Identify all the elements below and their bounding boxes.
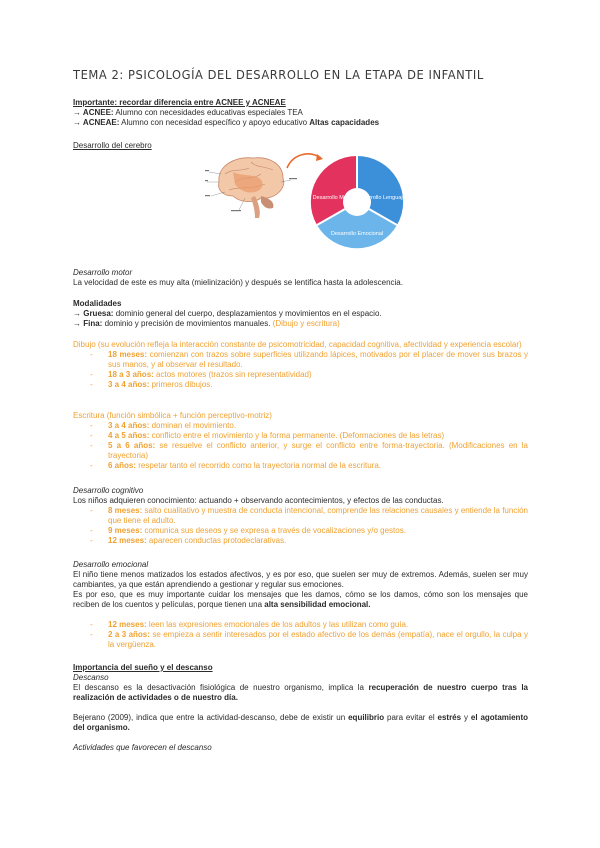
dibujo-intro: Dibujo (su evolución refleja la interacción constante de psicomotricidad, capacidad cognitiva, afectividad y experiencia escolar) <box>73 340 522 349</box>
list-item: - 4 a 5 años: conflicto entre el movimiento y la forma permanente. (Deformaciones de las letras) <box>108 431 528 441</box>
cognitivo-list <box>73 506 528 546</box>
brain-heading-block <box>73 141 528 151</box>
emocional-list <box>73 620 528 650</box>
page-title: TEMA 2: PSICOLOGÍA DEL DESARROLLO EN LA ETAPA DE INFANTIL <box>73 67 484 82</box>
list-item: - 12 meses: aparecen conductas protodeclarativas. <box>108 536 528 546</box>
list-item: - 2 a 3 años: se empieza a sentir interesados por el estado afectivo de los demás (empatía), nace el orgullo, la culpa y la vergüenza. <box>108 630 528 650</box>
label-motor: Desarrollo Motor <box>312 195 354 201</box>
descanso-heading: Descanso <box>73 673 109 682</box>
fina-line: → Fina: dominio y precisión de movimientos manuales. (Dibujo y escritura) <box>73 319 340 328</box>
descanso-p1: El descanso es la desactivación fisiológica de nuestro organismo, implica la recuperación de nuestro cuerpo tras la realización de actividades o de nuestro día. <box>73 683 528 702</box>
modalidades-block <box>73 299 528 329</box>
list-item: - 5 a 6 años: se resuelve el conflicto anterior, y surge el conflicto entre forma-trayectoria. (Modificaciones en la trayectoria) <box>108 441 528 461</box>
emocional-block <box>73 560 528 610</box>
list-item: - 3 a 4 años: dominan el movimiento. <box>108 421 528 431</box>
acneae-line: → ACNEAE: Alumno con necesidad específico y apoyo educativo Altas capacidades <box>73 118 380 127</box>
acnee-line: → ACNEE: Alumno con necesidades educativas especiales TEA <box>73 108 303 117</box>
cognitivo-text: Los niños adquieren conocimiento: actuando + observando acontecimientos, y efectos de las conductas. <box>73 496 444 505</box>
descanso-p2: Bejerano (2009), indica que entre la actividad-descanso, debe de existir un equilibrio para evitar el estrés y el agotamiento del organismo. <box>73 713 528 732</box>
list-item: - 9 meses: comunica sus deseos y se expresa a través de vocalizaciones y/o gestos. <box>108 526 528 536</box>
list-item: - 12 meses: leen las expresiones emocionales de los adultos y las utilizan como guía. <box>108 620 528 630</box>
motor-text: La velocidad de este es muy alta (mielinización) y después se lentifica hasta la adolescencia. <box>73 278 403 287</box>
escritura-list <box>73 421 528 471</box>
escritura-block <box>73 411 528 471</box>
actividades-heading: Actividades que favorecen el descanso <box>73 743 212 752</box>
cognitivo-block <box>73 486 528 546</box>
label-emocional: Desarrollo Emocional <box>330 231 384 237</box>
emocional-list-block <box>73 620 528 650</box>
cognitivo-heading: Desarrollo cognitivo <box>73 486 144 495</box>
dibujo-list <box>73 350 528 390</box>
dibujo-block <box>73 340 528 390</box>
modalidades-heading: Modalidades <box>73 299 122 308</box>
motor-block <box>73 268 528 288</box>
brain-development-figure <box>205 152 415 252</box>
emocional-heading: Desarrollo emocional <box>73 560 149 569</box>
important-heading: Importante: recordar diferencia entre ACNEE y ACNEAE <box>73 98 286 107</box>
label-lenguaje: Desarrollo Lenguaje <box>356 195 406 201</box>
emocional-p1: El niño tiene menos matizados los estados afectivos, y es por eso, que suelen ser muy de extremos. Además, suelen ser muy cambiantes, ya que están aprendiendo a gestionar y regular sus emociones. <box>73 570 528 589</box>
gruesa-line: → Gruesa: dominio general del cuerpo, desplazamientos y movimientos en el espacio. <box>73 309 382 318</box>
curved-arrow-icon <box>287 154 321 168</box>
development-donut <box>311 156 406 248</box>
brain-heading: Desarrollo del cerebro <box>73 141 152 150</box>
motor-heading: Desarrollo motor <box>73 268 133 277</box>
list-item: - 18 a 3 años: actos motores (trazos sin representatividad) <box>108 370 528 380</box>
escritura-intro: Escritura (función simbólica + función perceptivo-motriz) <box>73 411 272 420</box>
sueno-block <box>73 663 528 753</box>
list-item: - 18 meses: comienzan con trazos sobre superficies utilizando lápices, motivados por el placer de mover sus brazos y sus manos, y al observar el resultado. <box>108 350 528 370</box>
list-item: - 3 a 4 años: primeros dibujos. <box>108 380 528 390</box>
list-item: - 6 años: respetar tanto el recorrido como la trayectoria normal de la escritura. <box>108 461 528 471</box>
important-block <box>73 98 528 128</box>
emocional-p2: Es por eso, que es muy importante cuidar los mensajes que les damos, cómo se los damos, cómo son los mensajes que reciben de los cuentos y películas, porque tienen una alta sensibilidad emocional. <box>73 590 528 609</box>
sueno-heading: Importancia del sueño y el descanso <box>73 663 213 672</box>
list-item: - 8 meses: salto cualitativo y muestra de conducta intencional, comprende las relaciones causales y entiende la función que tiene el adulto. <box>108 506 528 526</box>
brain-illustration <box>205 158 297 218</box>
